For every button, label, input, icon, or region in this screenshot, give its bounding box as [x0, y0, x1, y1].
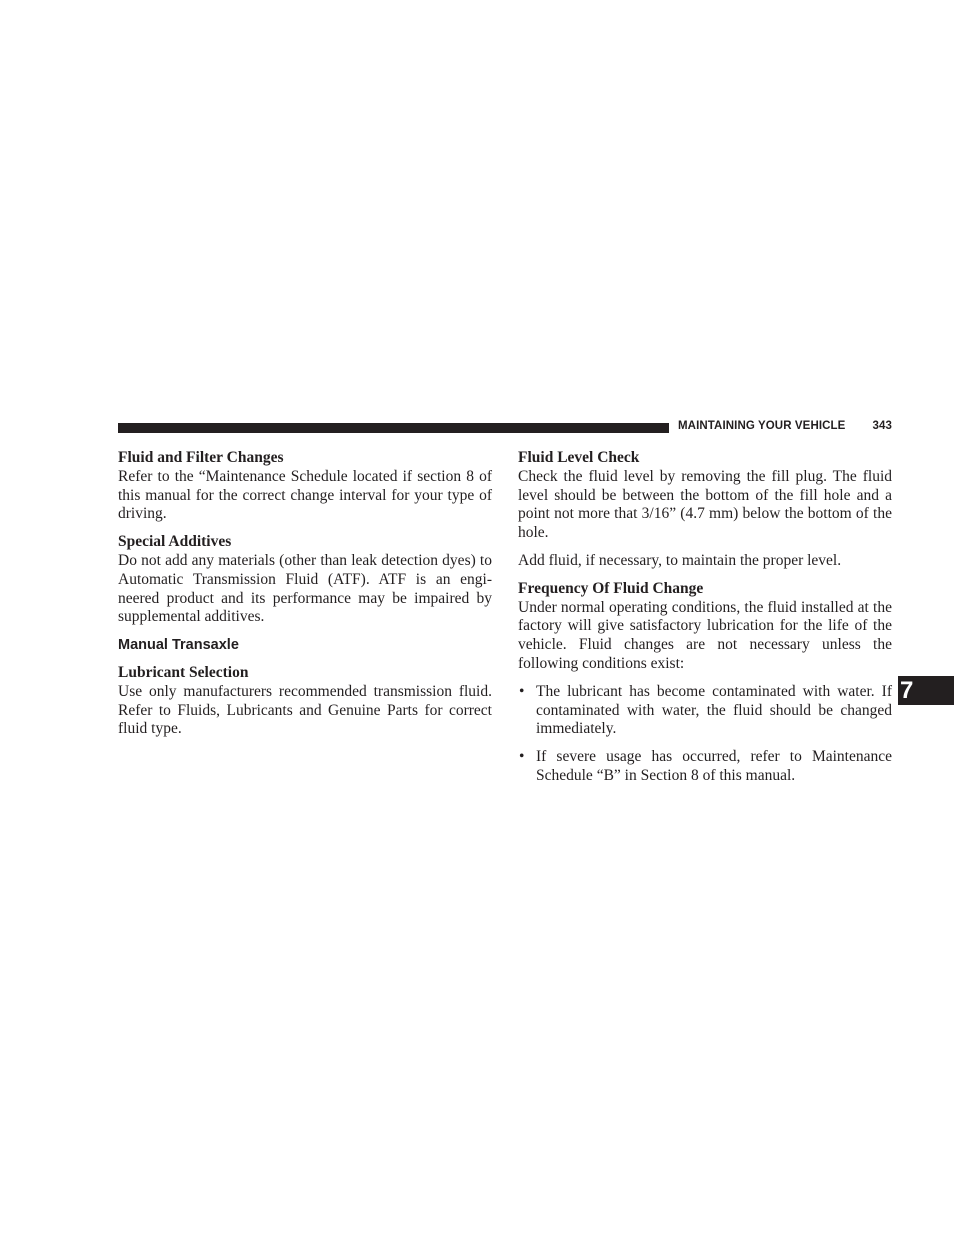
bullet-icon: •: [519, 748, 525, 766]
paragraph-add-fluid: Add fluid, if necessary, to maintain the proper level.: [518, 551, 842, 569]
section-title: MAINTAINING YOUR VEHICLE: [678, 420, 846, 432]
heading-fluid-filter-changes: Fluid and Filter Changes: [118, 449, 284, 466]
heading-fluid-level-check: Fluid Level Check: [518, 449, 640, 466]
list-item: [518, 683, 892, 739]
heading-lubricant-selection: Lubricant Selection: [118, 663, 249, 681]
chapter-tab: [898, 676, 954, 705]
header-rule: [118, 423, 669, 433]
page-number: 343: [872, 420, 892, 432]
bullet-icon: •: [519, 682, 525, 700]
list-item-text: If severe usage has occurred, refer to Maintenance Schedule “B” in Section 8 of this manual.: [536, 748, 892, 784]
paragraph-fluid-level-check: Check the fluid level by removing the fill plug. The fluid level should be between the bottom of the fill hole and a point not more that 3/16” (4.7 mm) below the bottom of the hole.: [518, 467, 892, 542]
paragraph-special-additives: Do not add any materials (other than leak detection dyes) to Automatic Transmission Fluid (ATF). ATF is an engi- neered product and its performance may be impaired by supplemental additives.: [118, 551, 492, 626]
heading-manual-transaxle: Manual Transaxle: [118, 637, 239, 654]
right-column: [518, 449, 892, 786]
heading-special-additives: Special Additives: [118, 533, 232, 551]
conditions-list: [518, 683, 892, 786]
chapter-number: 7: [900, 677, 914, 704]
paragraph-frequency-fluid-change: Under normal operating conditions, the fluid installed at the factory will give satisfactory lubrication for the life of the vehicle. Fluid changes are not necessary unless the following conditions exist:: [518, 598, 892, 672]
running-header: [678, 420, 892, 432]
list-item-text: The lubricant has become contaminated with water. If contaminated with water, the fluid should be changed immediately.: [536, 682, 892, 738]
paragraph-fluid-filter-changes: Refer to the “Maintenance Schedule located if section 8 of this manual for the correct change interval for your type of driving.: [118, 467, 492, 523]
list-spacer: [518, 739, 892, 748]
list-item: [518, 748, 892, 786]
paragraph-lubricant-selection: Use only manufacturers recommended transmission fluid. Refer to Fluids, Lubricants and Genuine Parts for correct fluid type.: [118, 682, 492, 738]
heading-frequency-fluid-change: Frequency Of Fluid Change: [518, 579, 704, 597]
left-column: [118, 449, 492, 739]
